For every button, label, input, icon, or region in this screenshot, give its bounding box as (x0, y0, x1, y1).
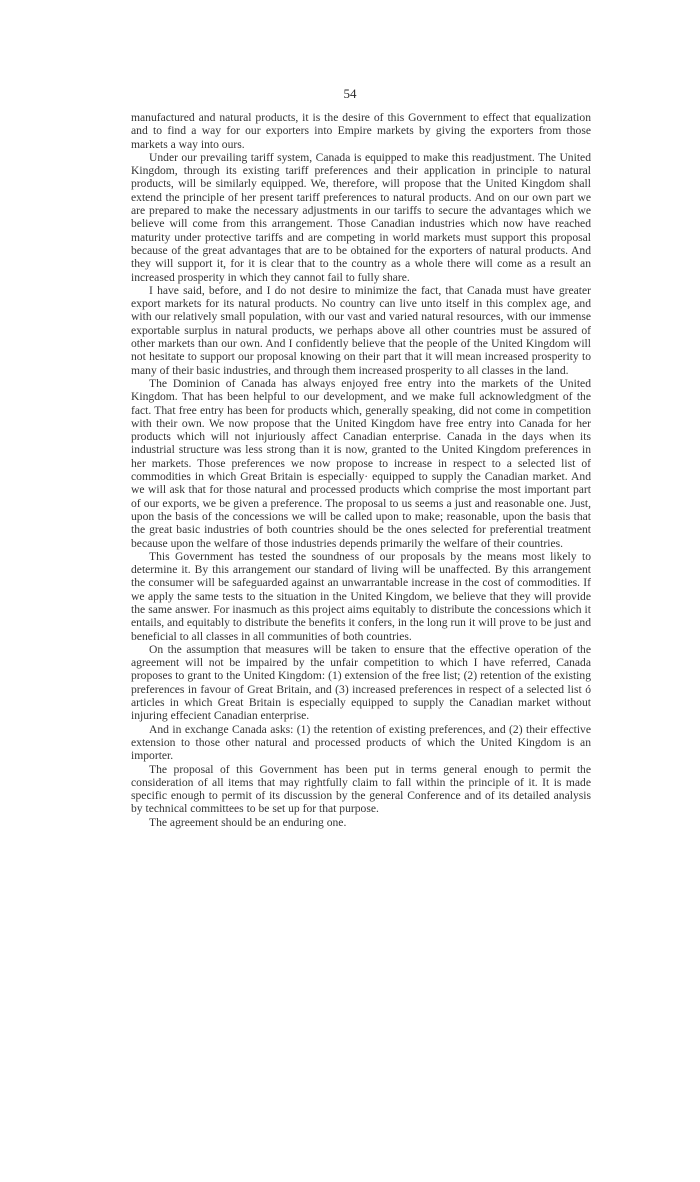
paragraph: On the assumption that measures will be taken to ensure that the effective operation of the agreement will not be impaired by the unfair competition to which I have referred, Canada proposes to grant to the United Kingdom: (1) extension of the free list; (2) retention of the existing preferences in favour of Great Britain, and (3) increased preferences in respect of a selected list ó articles in which Great Britain is especially equipped to supply the Canadian market without injuring effecient Canadian enterprise. (131, 642, 591, 723)
paragraph: The agreement should be an enduring one. (149, 815, 347, 829)
paragraph: The proposal of this Government has been put in terms general enough to permit the consideration of all items that may rightfully claim to fall within the principle of it. It is made specific enough to permit of its discussion by the general Conference and of its detailed analysis by technical committees to be set up for that purpose. (131, 762, 591, 816)
paragraph: The Dominion of Canada has always enjoyed free entry into the markets of the United Kingdom. That has been helpful to our development, and we make full acknowledgment of the fact. That free entry has been for products which, generally speaking, did not come in competition with their own. We now propose that the United Kingdom have free entry into Canada for her products which will not injuriously affect Canadian enterprise. Canada in the days when its industrial structure was less strong than it is now, granted to the United Kingdom preferences in her markets. Those preferences we now propose to increase in respect to a selected list of commodities in which Great Britain is especially· equipped to supply the Canadian market. And we will ask that for those natural and processed products which comprise the most important part of our exports, we be given a preference. The proposal to us seems a just and reasonable one. Just, upon the basis of the concessions we will be called upon to make; reasonable, upon the basis that the great basic industries of both countries should be the ones selected for preferential treatment because upon the welfare of those industries depends primarily the welfare of their countries. (131, 376, 591, 550)
paragraph: This Government has tested the soundness of our proposals by the means most likely to determine it. By this arrangement our standard of living will be unaffected. By this arrangement the consumer will be safeguarded against an unwarrantable increase in the cost of commodities. If we apply the same tests to the situation in the United Kingdom, we believe that they will provide the same answer. For inasmuch as this project aims equitably to distribute the concessions which it entails, and equitably to distribute the benefits it confers, in the long run it will prove to be just and beneficial to all classes in all communities of both countries. (131, 549, 591, 643)
paragraph: I have said, before, and I do not desire to minimize the fact, that Canada must have greater export markets for its natural products. No country can live unto itself in this complex age, and with our relatively small population, with our vast and varied natural resources, with our immense exportable surplus in natural products, we perhaps above all other countries must be assured of other markets than our own. And I confidently believe that the people of the United Kingdom will not hesitate to support our proposal knowing on their part that it will mean increased prosperity to many of their basic industries, and through them increased prosperity to all classes in the land. (131, 283, 591, 377)
paragraph: And in exchange Canada asks: (1) the retention of existing preferences, and (2) their effective extension to those other natural and processed products of which the United Kingdom is an importer. (131, 722, 591, 763)
page-number: 54 (343, 86, 357, 101)
paragraph: Under our prevailing tariff system, Canada is equipped to make this readjustment. The United Kingdom, through its existing tariff preferences and their application in principle to natural products, will be similarly equipped. We, therefore, will propose that the United Kingdom shall extend the principle of her present tariff preferences to natural products. And on our own part we are prepared to make the necessary adjustments in our tariffs to secure the advantages which we believe will come from this arrangement. Those Canadian industries which now have reached maturity under protective tariffs and are competing in world markets must support this proposal because of the great advantages that are to be obtained for the exporters of natural products. And they will support it, for it is clear that to the country as a whole there will come as a result an increased prosperity in which they cannot fail to fully share. (131, 150, 591, 284)
body-text (131, 111, 591, 829)
paragraph: manufactured and natural products, it is the desire of this Government to effect that equalization and to find a way for our exporters into Empire markets by giving the exporters from those markets a way into ours. (131, 111, 591, 151)
